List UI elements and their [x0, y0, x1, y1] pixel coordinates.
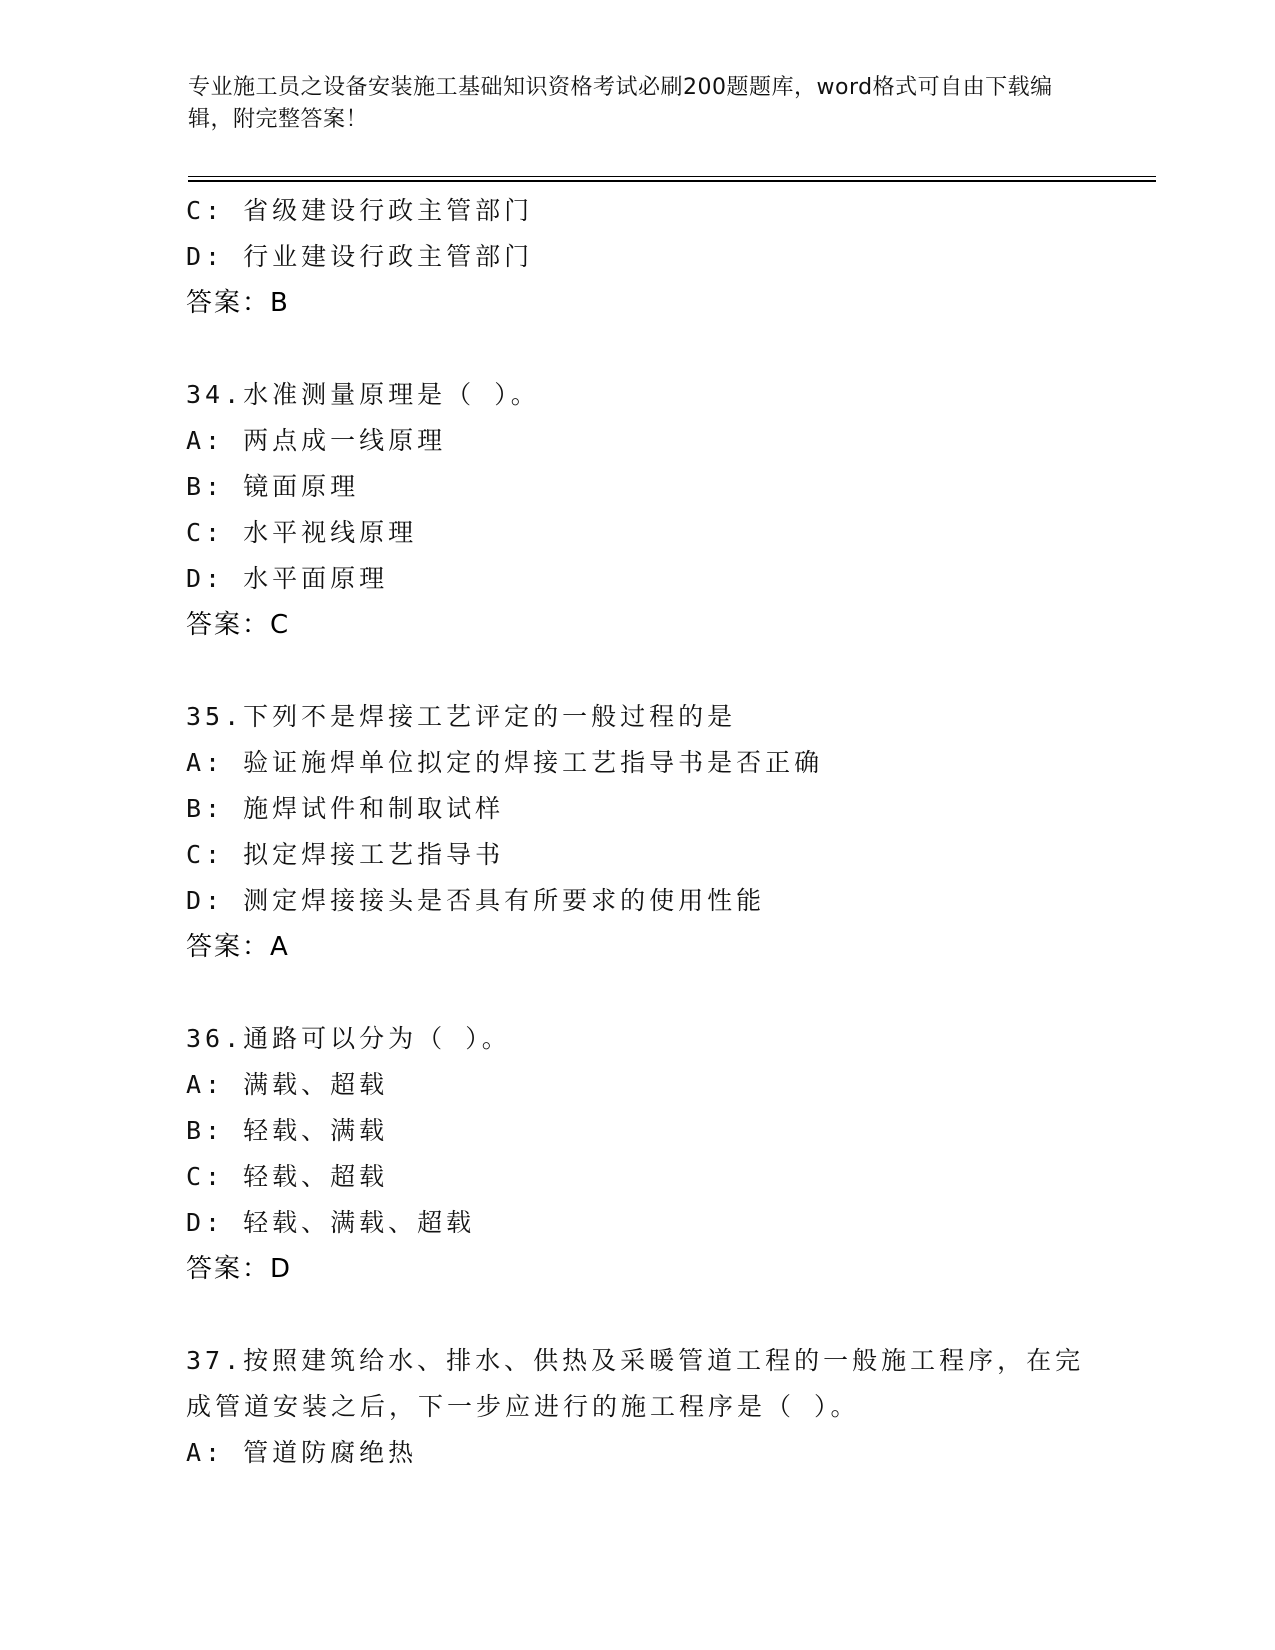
answer-label: 答案：C — [186, 610, 291, 640]
answer-label: 答案：A — [186, 932, 290, 962]
question-text: 37.按照建筑给水、排水、供热及采暖管道工程的一般施工程序，在完成管道安装之后，下一步应进行的施工程序是（ ）。 — [186, 1346, 1085, 1421]
option-d: D: 行业建设行政主管部门 — [186, 242, 534, 271]
answer-label: 答案：D — [186, 1254, 293, 1284]
header-divider-thin — [188, 176, 1156, 177]
option-b: B: 轻载、满载 — [186, 1116, 389, 1145]
question-text: 35.下列不是焊接工艺评定的一般过程的是 — [186, 702, 737, 731]
question-text: 36.通路可以分为（ ）。 — [186, 1024, 511, 1053]
option-a: A: 满载、超载 — [186, 1070, 389, 1099]
question-35 — [186, 694, 1146, 970]
header-divider-thick — [188, 180, 1156, 182]
document-header: 专业施工员之设备安装施工基础知识资格考试必刷200题题库，word格式可自由下载编辑，附完整答案！ — [188, 75, 1053, 132]
option-a: A: 管道防腐绝热 — [186, 1438, 418, 1467]
option-c: C: 水平视线原理 — [186, 518, 418, 547]
option-c: C: 轻载、超载 — [186, 1162, 389, 1191]
spacer — [186, 648, 1146, 694]
answer-label: 答案：B — [186, 288, 290, 318]
question-34 — [186, 372, 1146, 648]
spacer — [186, 970, 1146, 1016]
option-b: B: 施焊试件和制取试样 — [186, 794, 505, 823]
question-33 — [186, 188, 1146, 326]
question-37 — [186, 1338, 1146, 1476]
option-c: C: 省级建设行政主管部门 — [186, 196, 534, 225]
option-d: D: 轻载、满载、超载 — [186, 1208, 476, 1237]
question-list — [186, 188, 1146, 1476]
option-a: A: 验证施焊单位拟定的焊接工艺指导书是否正确 — [186, 748, 824, 777]
option-d: D: 测定焊接接头是否具有所要求的使用性能 — [186, 886, 766, 915]
question-text: 34.水准测量原理是（ ）。 — [186, 380, 540, 409]
option-b: B: 镜面原理 — [186, 472, 360, 501]
option-d: D: 水平面原理 — [186, 564, 389, 593]
spacer — [186, 1292, 1146, 1338]
option-c: C: 拟定焊接工艺指导书 — [186, 840, 505, 869]
question-36 — [186, 1016, 1146, 1292]
spacer — [186, 326, 1146, 372]
option-a: A: 两点成一线原理 — [186, 426, 447, 455]
